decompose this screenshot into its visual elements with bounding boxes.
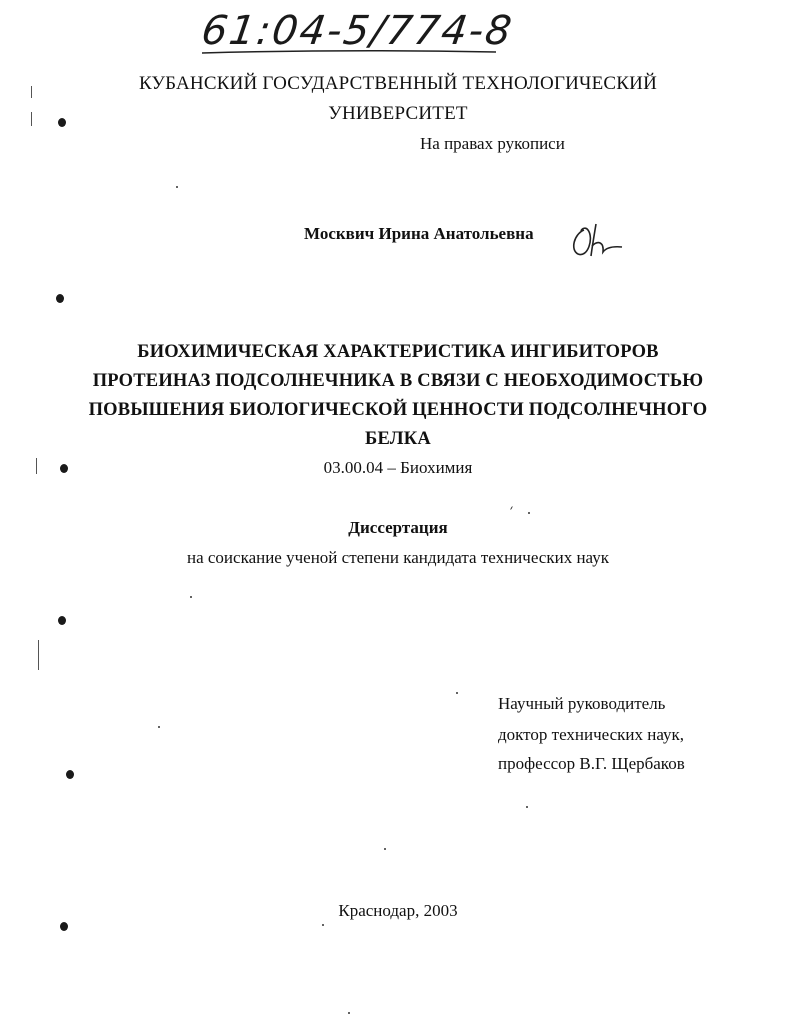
author-name: Москвич Ирина Анатольевна	[304, 224, 534, 243]
manuscript-rights: На правах рукописи	[420, 134, 565, 153]
binder-hole	[56, 294, 64, 303]
place-and-year: Краснодар, 2003	[338, 901, 458, 920]
author-signature	[566, 220, 636, 264]
scan-speck	[526, 806, 528, 808]
document-type: Диссертация	[348, 518, 448, 537]
degree-sought: на соискание ученой степени кандидата технических наук	[186, 548, 609, 567]
archive-number-handwritten: 61:04-5/774-8	[198, 8, 517, 54]
scan-speck	[190, 596, 192, 598]
supervisor-name: профессор В.Г. Щербаков	[498, 754, 685, 773]
scan-speck	[322, 924, 324, 926]
binder-hole	[66, 770, 74, 779]
dissertation-title-line2: ПРОТЕИНАЗ ПОДСОЛНЕЧНИКА В СВЯЗИ С НЕОБХОДИМОСТЬЮ	[92, 371, 704, 391]
scan-speck	[348, 1012, 350, 1014]
dissertation-title-line4: БЕЛКА	[365, 429, 431, 449]
specialty-code: 03.00.04 – Биохимия	[323, 458, 473, 477]
scan-speck	[384, 848, 386, 850]
dissertation-title-line3: ПОВЫШЕНИЯ БИОЛОГИЧЕСКОЙ ЦЕННОСТИ ПОДСОЛНЕЧНОГО	[88, 400, 708, 420]
supervisor-degree: доктор технических наук,	[498, 725, 685, 744]
scan-mark	[38, 640, 39, 670]
scan-speck	[158, 726, 160, 728]
scan-speck	[528, 512, 530, 514]
archive-underline	[200, 48, 500, 56]
university-name-line2: УНИВЕРСИТЕТ	[328, 103, 468, 124]
scan-speck	[456, 692, 458, 694]
scan-speck	[176, 186, 178, 188]
binder-hole	[60, 922, 68, 931]
binder-hole	[58, 616, 66, 625]
scan-speck	[510, 506, 513, 510]
university-name-line1: КУБАНСКИЙ ГОСУДАРСТВЕННЫЙ ТЕХНОЛОГИЧЕСКИЙ	[138, 73, 657, 94]
dissertation-title-line1: БИОХИМИЧЕСКАЯ ХАРАКТЕРИСТИКА ИНГИБИТОРОВ	[137, 342, 659, 362]
supervisor-role: Научный руководитель	[498, 694, 666, 713]
